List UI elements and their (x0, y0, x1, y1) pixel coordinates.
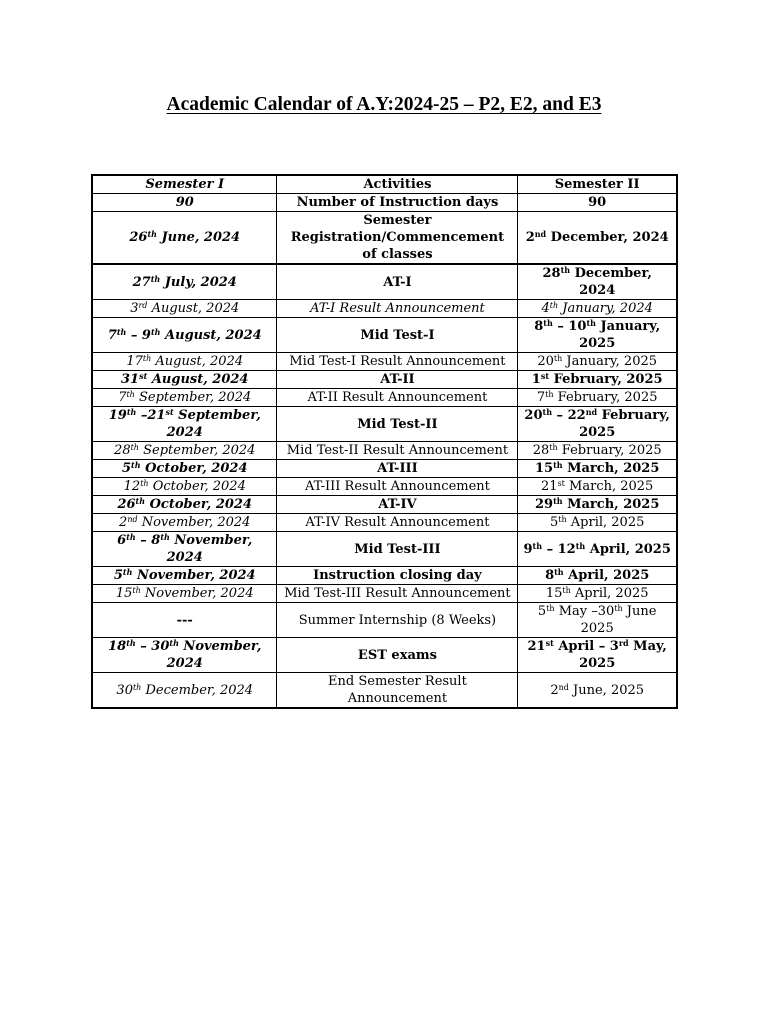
semester-1-cell: 12th October, 2024 (92, 478, 277, 496)
activity-cell: AT-III Result Announcement (277, 478, 518, 496)
semester-2-cell: 8th April, 2025 (518, 567, 677, 585)
activity-cell: AT-IV (277, 496, 518, 514)
semester-1-cell: 5th October, 2024 (92, 460, 277, 478)
activity-cell: Mid Test-II (277, 407, 518, 442)
semester-2-cell: 2nd December, 2024 (518, 212, 677, 265)
semester-1-cell: 2nd November, 2024 (92, 514, 277, 532)
document-title (0, 94, 768, 116)
table-row (92, 318, 677, 353)
semester-1-cell: 30th December, 2024 (92, 673, 277, 709)
table-row (92, 194, 677, 212)
activity-cell: Instruction closing day (277, 567, 518, 585)
activity-cell: Mid Test-III Result Announcement (277, 585, 518, 603)
semester-2-cell: 20th – 22nd February, 2025 (518, 407, 677, 442)
table-row (92, 567, 677, 585)
table-row (92, 514, 677, 532)
table-row (92, 673, 677, 709)
activity-cell: AT-I Result Announcement (277, 300, 518, 318)
table-row (92, 478, 677, 496)
table-row (92, 212, 677, 265)
table-row (92, 264, 677, 300)
title-text: Academic Calendar of A.Y:2024-25 – P2, E2, and E3 (166, 94, 602, 115)
activity-cell: Mid Test-III (277, 532, 518, 567)
semester-2-cell: 8th – 10th January, 2025 (518, 318, 677, 353)
table-row (92, 460, 677, 478)
semester-2-cell: 5th May –30th June 2025 (518, 603, 677, 638)
activity-cell: End Semester Result Announcement (277, 673, 518, 709)
activity-cell: AT-I (277, 264, 518, 300)
semester-2-cell: 2nd June, 2025 (518, 673, 677, 709)
semester-2-cell: 15th April, 2025 (518, 585, 677, 603)
semester-1-cell: 5th November, 2024 (92, 567, 277, 585)
semester-1-cell: 17th August, 2024 (92, 353, 277, 371)
semester-1-cell: 3rd August, 2024 (92, 300, 277, 318)
activity-cell: Number of Instruction days (277, 194, 518, 212)
activity-cell: AT-III (277, 460, 518, 478)
semester-2-cell: 28th December, 2024 (518, 264, 677, 300)
semester-2-cell: 7th February, 2025 (518, 389, 677, 407)
table-row (92, 603, 677, 638)
semester-1-cell: 18th – 30th November, 2024 (92, 638, 277, 673)
academic-calendar-table (91, 174, 678, 709)
semester-1-cell: 26th June, 2024 (92, 212, 277, 265)
semester-1-cell: Semester I (92, 175, 277, 194)
table-row (92, 532, 677, 567)
activity-cell: Semester Registration/Commencement of classes (277, 212, 518, 265)
activity-cell: Activities (277, 175, 518, 194)
header-row (92, 175, 677, 194)
semester-1-cell: 31st August, 2024 (92, 371, 277, 389)
activity-cell: EST exams (277, 638, 518, 673)
table-row (92, 442, 677, 460)
calendar-body (92, 175, 677, 708)
semester-2-cell: 29th March, 2025 (518, 496, 677, 514)
semester-2-cell: 90 (518, 194, 677, 212)
table-row (92, 638, 677, 673)
activity-cell: Mid Test-I (277, 318, 518, 353)
semester-1-cell: 15th November, 2024 (92, 585, 277, 603)
semester-2-cell: 20th January, 2025 (518, 353, 677, 371)
table-row (92, 371, 677, 389)
semester-1-cell: --- (92, 603, 277, 638)
activity-cell: Mid Test-II Result Announcement (277, 442, 518, 460)
semester-1-cell: 19th –21st September, 2024 (92, 407, 277, 442)
semester-1-cell: 7th September, 2024 (92, 389, 277, 407)
semester-1-cell: 27th July, 2024 (92, 264, 277, 300)
semester-2-cell: 4th January, 2024 (518, 300, 677, 318)
activity-cell: Summer Internship (8 Weeks) (277, 603, 518, 638)
semester-1-cell: 7th – 9th August, 2024 (92, 318, 277, 353)
activity-cell: AT-II Result Announcement (277, 389, 518, 407)
table-row (92, 407, 677, 442)
semester-1-cell: 90 (92, 194, 277, 212)
semester-2-cell: 21st March, 2025 (518, 478, 677, 496)
semester-2-cell: 5th April, 2025 (518, 514, 677, 532)
activity-cell: AT-IV Result Announcement (277, 514, 518, 532)
table-row (92, 496, 677, 514)
semester-2-cell: 21st April – 3rd May, 2025 (518, 638, 677, 673)
semester-2-cell: 28th February, 2025 (518, 442, 677, 460)
semester-2-cell: 15th March, 2025 (518, 460, 677, 478)
table-row (92, 300, 677, 318)
activity-cell: AT-II (277, 371, 518, 389)
semester-1-cell: 6th – 8th November, 2024 (92, 532, 277, 567)
table-row (92, 389, 677, 407)
semester-1-cell: 28th September, 2024 (92, 442, 277, 460)
table-row (92, 585, 677, 603)
activity-cell: Mid Test-I Result Announcement (277, 353, 518, 371)
table-row (92, 353, 677, 371)
semester-2-cell: 1st February, 2025 (518, 371, 677, 389)
semester-1-cell: 26th October, 2024 (92, 496, 277, 514)
semester-2-cell: 9th – 12th April, 2025 (518, 532, 677, 567)
semester-2-cell: Semester II (518, 175, 677, 194)
